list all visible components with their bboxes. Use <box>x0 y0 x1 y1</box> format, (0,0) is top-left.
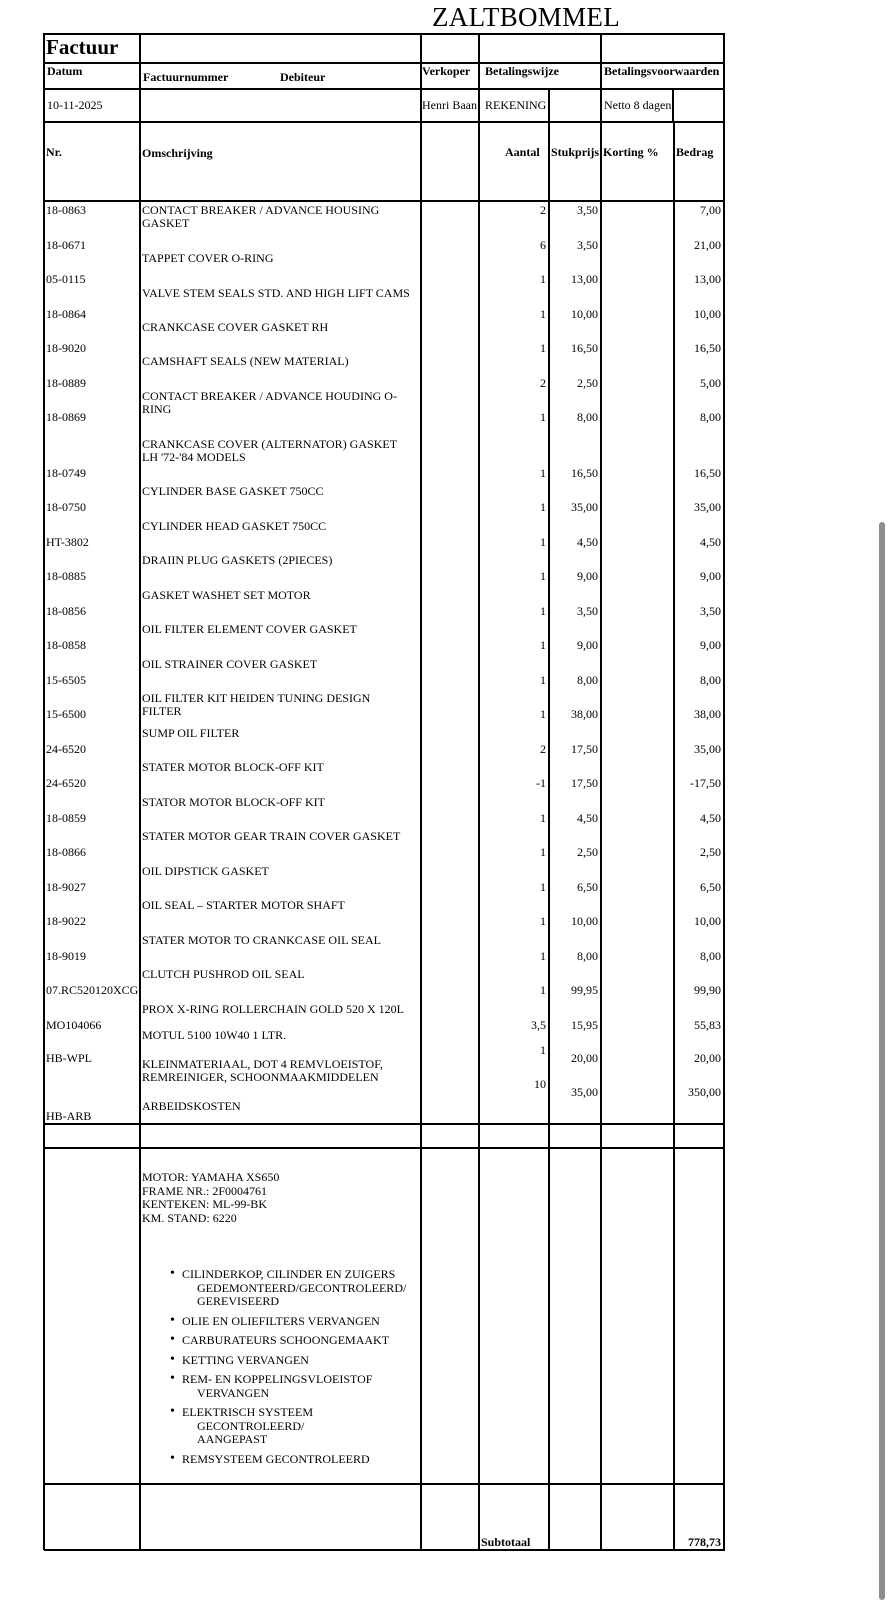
item-quantity: 1 <box>540 410 546 424</box>
task-line: KETTING VERVANGEN <box>182 1352 309 1367</box>
item-nr: 18-9027 <box>46 880 86 894</box>
table-border-top <box>44 33 725 35</box>
item-quantity: 1 <box>540 604 546 618</box>
task-text <box>170 1450 406 1467</box>
item-unit-price: 8,00 <box>577 673 598 687</box>
label-factuurnummer: Factuurnummer <box>143 70 229 84</box>
task-text <box>170 1351 406 1368</box>
task-line: ELEKTRISCH SYSTEEM <box>182 1405 314 1419</box>
col-divider <box>478 33 480 1550</box>
item-amount: 55,83 <box>694 1018 721 1032</box>
item-nr: 18-9020 <box>46 341 86 355</box>
bullet-icon: • <box>170 1332 175 1347</box>
item-description: OIL FILTER ELEMENT COVER GASKET <box>142 622 357 636</box>
item-nr: 18-9019 <box>46 949 86 963</box>
item-unit-price: 35,00 <box>571 500 598 514</box>
city-heading: ZALTBOMMEL <box>432 2 621 32</box>
item-amount: 9,00 <box>700 569 721 583</box>
item-amount: 35,00 <box>694 500 721 514</box>
item-amount: 4,50 <box>700 811 721 825</box>
item-amount: 10,00 <box>694 307 721 321</box>
item-unit-price: 17,50 <box>571 742 598 756</box>
item-amount: 5,00 <box>700 376 721 390</box>
item-quantity: 1 <box>540 949 546 963</box>
item-description: TAPPET COVER O-RING <box>142 251 274 265</box>
subtotal-value: 778,73 <box>688 1535 721 1549</box>
item-quantity: 1 <box>540 535 546 549</box>
col-divider <box>672 88 674 121</box>
item-amount: 7,00 <box>700 203 721 217</box>
item-unit-price: 17,50 <box>571 776 598 790</box>
task-line: CARBURATEURS SCHOONGEMAAKT <box>182 1333 390 1347</box>
item-nr: 15-6500 <box>46 707 86 721</box>
item-quantity: 1 <box>540 569 546 583</box>
item-unit-price: 99,95 <box>571 983 598 997</box>
item-unit-price: 35,00 <box>571 1085 598 1099</box>
task-text <box>170 1334 406 1348</box>
task-line: OLIE EN OLIEFILTERS VERVANGEN <box>182 1313 380 1328</box>
label-datum: Datum <box>47 64 83 78</box>
label-betalingswijze: Betalingswijze <box>485 64 559 78</box>
item-amount: 8,00 <box>700 410 721 424</box>
item-unit-price: 10,00 <box>571 307 598 321</box>
task-line: GECONTROLEERD/ <box>197 1418 305 1433</box>
col-divider <box>673 121 675 1550</box>
item-nr: 18-9022 <box>46 914 86 928</box>
item-amount: 20,00 <box>694 1051 721 1065</box>
item-amount: 99,90 <box>694 983 721 997</box>
item-quantity: 6 <box>540 238 546 252</box>
col-header-bedrag: Bedrag <box>676 145 714 159</box>
task-item <box>170 1334 406 1348</box>
item-nr: 18-0889 <box>46 376 86 390</box>
item-description: STATER MOTOR GEAR TRAIN COVER GASKET <box>142 829 401 843</box>
item-unit-price: 10,00 <box>571 914 598 928</box>
vehicle-kenteken: KENTEKEN: ML-99-BK <box>142 1197 267 1211</box>
work-tasks-list <box>170 1268 406 1472</box>
item-unit-price: 15,95 <box>571 1018 598 1032</box>
item-nr: 18-0750 <box>46 500 86 514</box>
task-item <box>170 1268 406 1309</box>
item-amount: 21,00 <box>694 238 721 252</box>
col-header-korting: Korting % <box>603 145 659 159</box>
item-amount: 3,50 <box>700 604 721 618</box>
item-description: CONTACT BREAKER / ADVANCE HOUSING GASKET <box>142 203 380 230</box>
item-description: CLUTCH PUSHROD OIL SEAL <box>142 967 305 981</box>
item-unit-price: 8,00 <box>577 949 598 963</box>
task-item <box>170 1373 406 1400</box>
item-amount: 35,00 <box>694 742 721 756</box>
item-nr: 18-0864 <box>46 307 86 321</box>
vehicle-info <box>142 1171 279 1225</box>
item-nr: 18-0859 <box>46 811 86 825</box>
task-line: GEREVISEERD <box>197 1294 279 1308</box>
item-quantity: 1 <box>540 638 546 652</box>
item-amount: 9,00 <box>700 638 721 652</box>
col-divider <box>548 88 550 121</box>
item-amount: 350,00 <box>688 1085 721 1099</box>
value-betalingswijze: REKENING <box>485 98 547 112</box>
item-quantity: 1 <box>540 341 546 355</box>
item-nr: 05-0115 <box>46 272 86 286</box>
item-amount: -17,50 <box>690 776 721 790</box>
task-text <box>170 1373 406 1400</box>
label-debiteur: Debiteur <box>280 70 326 84</box>
item-nr: 15-6505 <box>46 673 86 687</box>
item-unit-price: 2,50 <box>577 845 598 859</box>
item-quantity: 1 <box>540 500 546 514</box>
value-betalingsvoorwaarden: Netto 8 dagen <box>604 98 672 112</box>
task-line: REMSYSTEEM GECONTROLEERD <box>182 1451 370 1466</box>
item-nr: 18-0671 <box>46 238 86 252</box>
item-unit-price: 3,50 <box>577 604 598 618</box>
value-verkoper: Henri Baan <box>422 98 477 112</box>
item-unit-price: 3,50 <box>577 238 598 252</box>
item-quantity: 1 <box>540 466 546 480</box>
item-description: SUMP OIL FILTER <box>142 726 240 740</box>
item-unit-price: 16,50 <box>571 341 598 355</box>
item-nr: HB-ARB <box>46 1109 92 1123</box>
col-header-stukprijs: Stukprijs <box>551 145 600 159</box>
item-unit-price: 13,00 <box>571 272 598 286</box>
value-datum: 10-11-2025 <box>47 98 103 112</box>
document-title: Factuur <box>46 35 119 59</box>
col-divider <box>139 33 141 1550</box>
item-nr: HT-3802 <box>46 535 89 549</box>
table-border-right <box>723 33 725 1550</box>
task-item <box>170 1406 406 1447</box>
item-amount: 16,50 <box>694 341 721 355</box>
item-quantity: -1 <box>536 776 546 790</box>
item-quantity: 1 <box>540 1043 546 1057</box>
table-border-bottom <box>44 1549 725 1551</box>
item-amount: 13,00 <box>694 272 721 286</box>
item-description: ARBEIDSKOSTEN <box>142 1099 241 1113</box>
item-unit-price: 9,00 <box>577 569 598 583</box>
item-description: CRANKCASE COVER GASKET RH <box>142 320 329 334</box>
item-description: OIL SEAL – STARTER MOTOR SHAFT <box>142 898 345 912</box>
col-divider <box>548 121 550 1550</box>
item-description: GASKET WASHET SET MOTOR <box>142 588 311 602</box>
item-quantity: 1 <box>540 983 546 997</box>
bullet-icon: • <box>170 1312 175 1328</box>
item-description: MOTUL 5100 10W40 1 LTR. <box>142 1028 287 1042</box>
item-description: PROX X-RING ROLLERCHAIN GOLD 520 X 120L <box>142 1002 404 1016</box>
item-amount: 38,00 <box>694 707 721 721</box>
item-description: CYLINDER HEAD GASKET 750CC <box>142 519 327 533</box>
bullet-icon: • <box>170 1404 175 1419</box>
item-description: CAMSHAFT SEALS (NEW MATERIAL) <box>142 354 349 368</box>
item-amount: 2,50 <box>700 845 721 859</box>
vehicle-motor: MOTOR: YAMAHA XS650 <box>142 1170 280 1184</box>
table-divider <box>44 1123 725 1125</box>
bullet-icon: • <box>170 1266 175 1281</box>
item-unit-price: 6,50 <box>577 880 598 894</box>
task-line: GEDEMONTEERD/GECONTROLEERD/ <box>197 1280 407 1295</box>
table-divider <box>44 88 725 90</box>
scrollbar[interactable] <box>879 522 885 1600</box>
table-divider <box>44 1147 725 1149</box>
col-header-aantal: Aantal <box>505 145 540 159</box>
item-unit-price: 16,50 <box>571 466 598 480</box>
task-text <box>170 1312 406 1329</box>
item-nr: 07.RC520120XCG <box>46 983 139 997</box>
label-betalingsvoorwaarden: Betalingsvoorwaarden <box>604 64 720 78</box>
item-description: STATOR MOTOR BLOCK-OFF KIT <box>142 795 325 809</box>
item-description: CONTACT BREAKER / ADVANCE HOUDING O-RING <box>142 389 397 416</box>
item-nr: 18-0749 <box>46 466 86 480</box>
label-verkoper: Verkoper <box>422 64 471 78</box>
item-nr: 18-0863 <box>46 203 86 217</box>
item-amount: 6,50 <box>700 880 721 894</box>
item-quantity: 1 <box>540 845 546 859</box>
task-item <box>170 1351 406 1368</box>
task-line: REM- EN KOPPELINGSVLOEISTOF <box>182 1372 373 1386</box>
item-unit-price: 2,50 <box>577 376 598 390</box>
col-divider <box>420 33 422 1550</box>
bullet-icon: • <box>170 1351 175 1367</box>
item-quantity: 3,5 <box>531 1018 546 1032</box>
task-item <box>170 1450 406 1467</box>
table-divider <box>44 200 725 202</box>
table-border-left <box>43 33 45 1550</box>
item-quantity: 1 <box>540 272 546 286</box>
subtotal-label: Subtotaal <box>481 1535 531 1549</box>
bullet-icon: • <box>170 1450 175 1466</box>
item-amount: 4,50 <box>700 535 721 549</box>
col-header-omschrijving: Omschrijving <box>142 146 213 160</box>
item-unit-price: 38,00 <box>571 707 598 721</box>
item-unit-price: 8,00 <box>577 410 598 424</box>
item-unit-price: 9,00 <box>577 638 598 652</box>
table-divider <box>44 1483 725 1485</box>
item-quantity: 1 <box>540 307 546 321</box>
item-amount: 8,00 <box>700 673 721 687</box>
item-description: KLEINMATERIAAL, DOT 4 REMVLOEISTOF, REMREINIGER, SCHOONMAAKMIDDELEN <box>142 1057 383 1084</box>
col-header-nr: Nr. <box>46 145 62 159</box>
item-amount: 10,00 <box>694 914 721 928</box>
item-nr: 24-6520 <box>46 742 86 756</box>
task-line: CILINDERKOP, CILINDER EN ZUIGERS <box>182 1267 396 1281</box>
item-nr: 18-0856 <box>46 604 86 618</box>
item-description: OIL STRAINER COVER GASKET <box>142 657 318 671</box>
table-divider <box>44 121 725 123</box>
item-amount: 16,50 <box>694 466 721 480</box>
item-quantity: 2 <box>540 203 546 217</box>
item-quantity: 2 <box>540 742 546 756</box>
vehicle-frame: FRAME NR.: 2F0004761 <box>142 1183 268 1198</box>
item-nr: MO104066 <box>46 1018 102 1032</box>
item-description: CYLINDER BASE GASKET 750CC <box>142 484 324 498</box>
item-description: STATER MOTOR BLOCK-OFF KIT <box>142 760 324 774</box>
item-quantity: 1 <box>540 811 546 825</box>
item-description: OIL FILTER KIT HEIDEN TUNING DESIGN FILTER <box>142 691 371 718</box>
item-unit-price: 4,50 <box>577 535 598 549</box>
item-quantity: 1 <box>540 707 546 721</box>
item-quantity: 2 <box>540 376 546 390</box>
item-unit-price: 3,50 <box>577 203 598 217</box>
item-description: STATER MOTOR TO CRANKCASE OIL SEAL <box>142 933 381 947</box>
item-nr: 18-0866 <box>46 845 86 859</box>
item-quantity: 10 <box>534 1077 546 1091</box>
task-text <box>170 1406 406 1447</box>
task-line: AANGEPAST <box>197 1432 268 1446</box>
item-description: OIL DIPSTICK GASKET <box>142 864 269 878</box>
item-nr: 18-0885 <box>46 569 86 583</box>
item-quantity: 1 <box>540 914 546 928</box>
item-description: VALVE STEM SEALS STD. AND HIGH LIFT CAMS <box>142 286 410 300</box>
item-unit-price: 20,00 <box>571 1051 598 1065</box>
col-divider <box>600 33 602 1550</box>
item-description: DRAIIN PLUG GASKETS (2PIECES) <box>142 553 333 567</box>
bullet-icon: • <box>170 1371 175 1386</box>
item-nr: 24-6520 <box>46 776 86 790</box>
item-nr: 18-0869 <box>46 410 86 424</box>
item-nr: 18-0858 <box>46 638 86 652</box>
task-text <box>170 1268 406 1309</box>
task-item <box>170 1312 406 1329</box>
vehicle-km: KM. STAND: 6220 <box>142 1210 237 1225</box>
item-unit-price: 4,50 <box>577 811 598 825</box>
task-line: VERVANGEN <box>197 1385 270 1400</box>
item-quantity: 1 <box>540 673 546 687</box>
item-description: CRANKCASE COVER (ALTERNATOR) GASKET LH '72-'84 MODELS <box>142 437 397 464</box>
item-nr: HB-WPL <box>46 1051 92 1065</box>
item-amount: 8,00 <box>700 949 721 963</box>
item-quantity: 1 <box>540 880 546 894</box>
